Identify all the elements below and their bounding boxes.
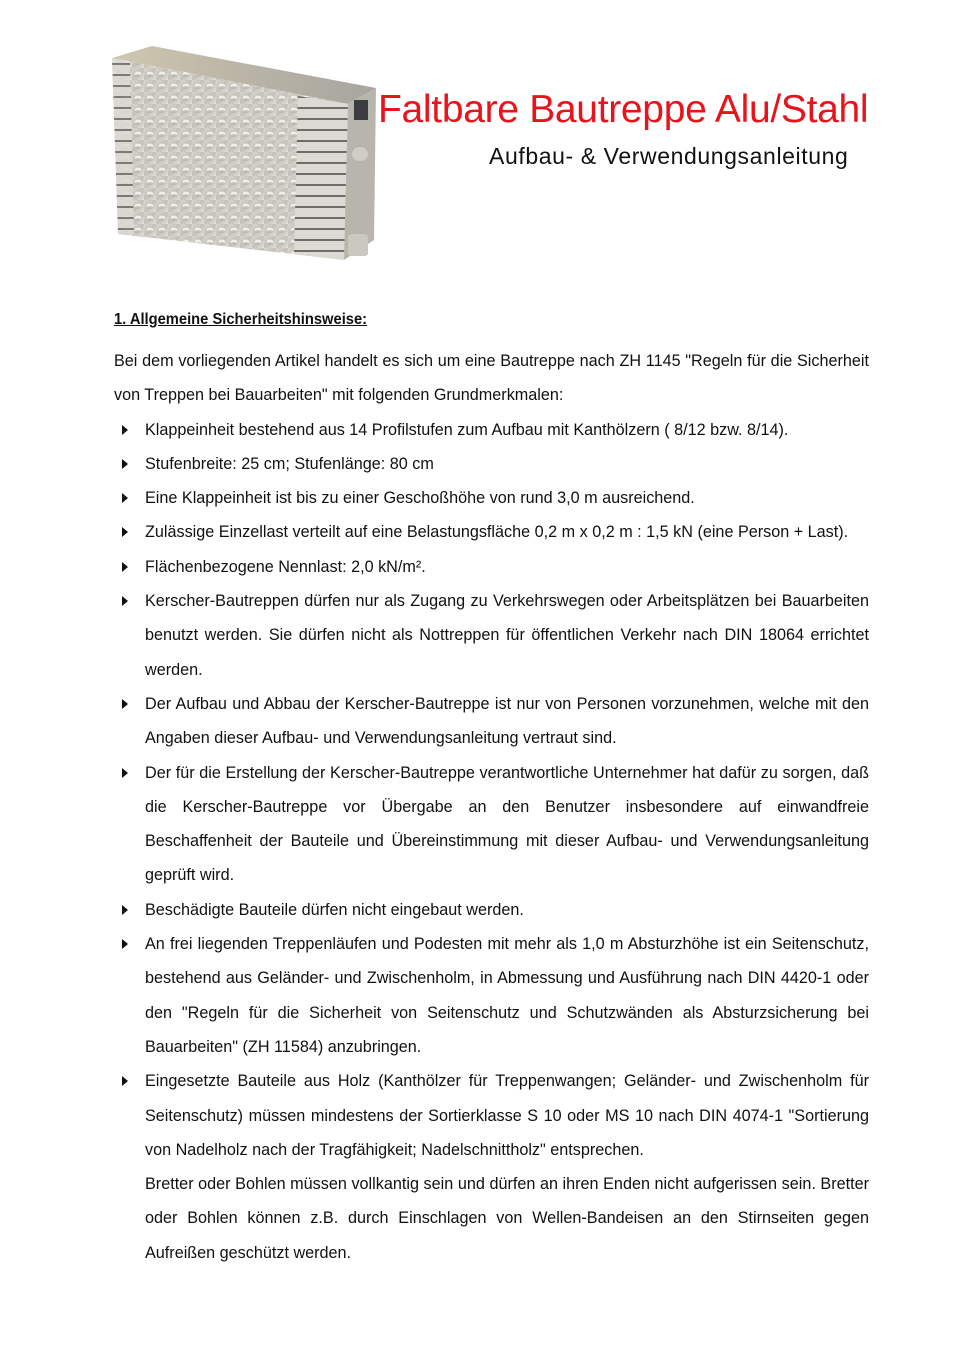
triangle-right-icon [122,699,128,709]
triangle-right-icon [122,562,128,572]
list-item: Beschädigte Bauteile dürfen nicht eingebaut werden. [114,893,869,927]
list-item: Flächenbezogene Nennlast: 2,0 kN/m². [114,550,869,584]
list-item: Der für die Erstellung der Kerscher-Bautreppe verantwortliche Unternehmer hat dafür zu sorgen, daß die Kerscher-Bautreppe vor Übergabe an den Benutzer insbesondere auf einwandfreie Beschaffenheit der Bauteile und Übereinstimmung mit dieser Aufbau- und Verwendungsanleitung geprüft wird. [114,756,869,893]
triangle-right-icon [122,596,128,606]
list-item: Stufenbreite: 25 cm; Stufenlänge: 80 cm [114,447,869,481]
list-item: An frei liegenden Treppenläufen und Podesten mit mehr als 1,0 m Absturzhöhe ist ein Seitenschutz, bestehend aus Geländer- und Zwischenholm, in Abmessung und Ausführung nach DIN 4420-1 oder den "Regeln für die Sicherheit von Seitenschutz und Schutzwänden als Absturzsicherung bei Bauarbeiten" (ZH 11584) anzubringen. [114,927,869,1064]
triangle-right-icon [122,459,128,469]
triangle-right-icon [122,425,128,435]
section-heading-safety: 1. Allgemeine Sicherheitshinsweise: [114,311,368,328]
folded-stair-image [108,44,398,280]
document-title: Faltbare Bautreppe Alu/Stahl [378,88,869,131]
triangle-right-icon [122,493,128,503]
list-item: Eine Klappeinheit ist bis zu einer Geschoßhöhe von rund 3,0 m ausreichend. [114,481,869,515]
list-item: Kerscher-Bautreppen dürfen nur als Zugang zu Verkehrswegen oder Arbeitsplätzen bei Bauarbeiten benutzt werden. Sie dürfen nicht als Nottreppen für öffentlichen Verkehr nach DIN 18064 errichtet werden. [114,584,869,687]
list-item: Eingesetzte Bauteile aus Holz (Kanthölzer für Treppenwangen; Geländer- und Zwischenholm für Seitenschutz) müssen mindestens der Sortierklasse S 10 oder MS 10 nach DIN 4074-1 "Sortierung von Nadelholz nach der Tragfähigkeit; Nadelschnittholz" entsprechen. [114,1064,869,1167]
section-body [114,344,869,1270]
document-subtitle: Aufbau- & Verwendungsanleitung [489,143,849,169]
intro-paragraph: Bei dem vorliegenden Artikel handelt es sich um eine Bautreppe nach ZH 1145 "Regeln für die Sicherheit von Treppen bei Bauarbeiten" mit folgenden Grundmerkmalen: [114,352,869,405]
triangle-right-icon [122,768,128,778]
product-photo [108,44,398,280]
triangle-right-icon [122,527,128,537]
feature-list [114,413,869,1168]
list-item: Klappeinheit bestehend aus 14 Profilstufen zum Aufbau mit Kanthölzern ( 8/12 bzw. 8/14). [114,413,869,447]
triangle-right-icon [122,1076,128,1086]
triangle-right-icon [122,905,128,915]
list-item: Zulässige Einzellast verteilt auf eine Belastungsfläche 0,2 m x 0,2 m : 1,5 kN (eine Person + Last). [114,515,869,549]
triangle-right-icon [122,939,128,949]
followup-paragraph: Bretter oder Bohlen müssen vollkantig sein und dürfen an ihren Enden nicht aufgerissen sein. Bretter oder Bohlen können z.B. durch Einschlagen von Wellen-Bandeisen an den Stirnseiten gegen Aufreißen geschützt werden. [145,1175,869,1262]
list-item: Der Aufbau und Abbau der Kerscher-Bautreppe ist nur von Personen vorzunehmen, welche mit den Angaben dieser Aufbau- und Verwendungsanleitung vertraut sind. [114,687,869,756]
